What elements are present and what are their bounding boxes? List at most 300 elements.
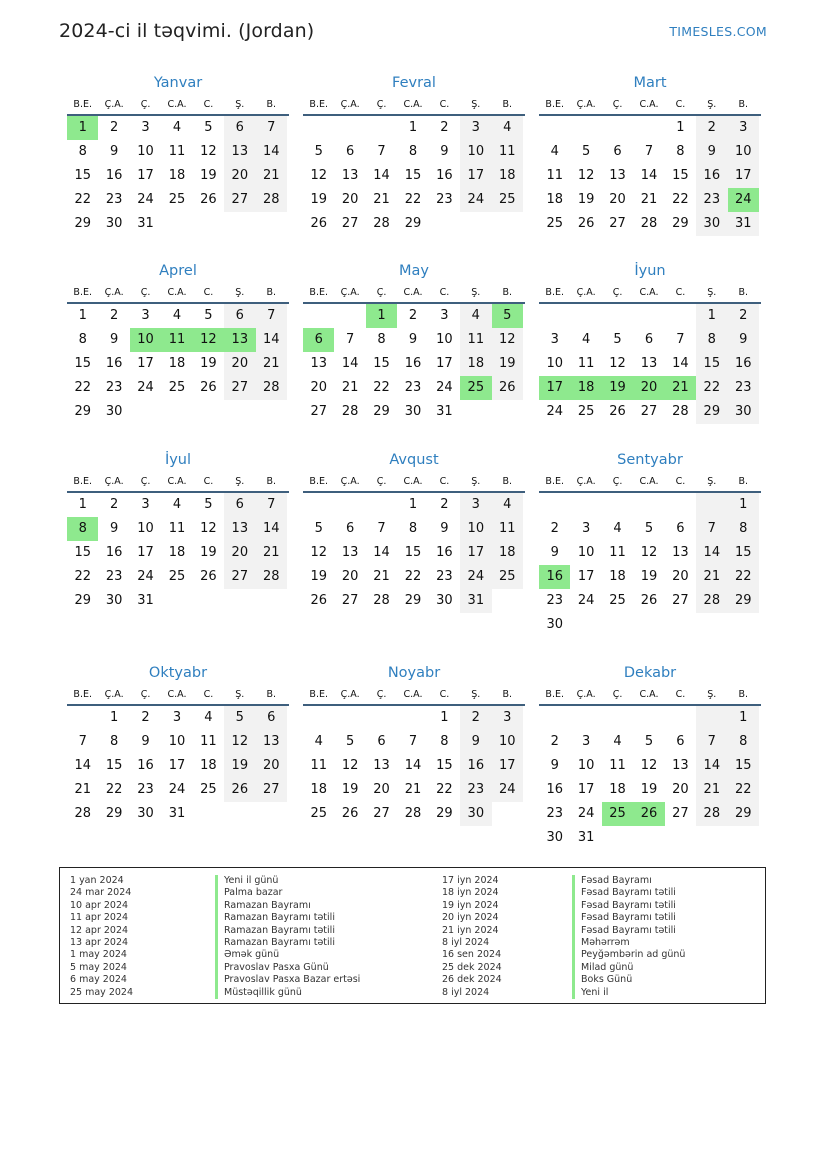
- day-cell: 21: [640, 192, 658, 207]
- day-cell: 25: [168, 192, 186, 207]
- empty-day-cell: [696, 493, 727, 517]
- weekday-label: B.: [266, 99, 277, 110]
- weekday-label: C.A.: [167, 689, 187, 700]
- day-cell: 20: [341, 569, 359, 584]
- weekday-label: Ç.A.: [340, 287, 360, 298]
- empty-day-cell: [303, 304, 334, 328]
- day-cell: 4: [613, 521, 622, 536]
- empty-day-cell: [570, 116, 601, 140]
- day-cell: 31: [460, 589, 491, 613]
- empty-day-cell: [366, 493, 397, 517]
- day-cell: 3: [550, 332, 559, 347]
- day-cell: 13: [609, 168, 626, 183]
- weekday-label: Ç.: [140, 99, 151, 110]
- day-cell: 2: [440, 497, 449, 512]
- day-cell: 29: [728, 589, 759, 613]
- weekday-label: B.E.: [309, 476, 328, 487]
- month-name: Fevral: [392, 75, 436, 91]
- day-cell: 14: [696, 754, 727, 778]
- day-cell: 3: [581, 734, 591, 749]
- weekday-label: Ç.: [612, 287, 623, 298]
- day-cell: 15: [373, 356, 390, 371]
- empty-day-cell: [602, 304, 633, 328]
- day-cell: 15: [728, 541, 759, 565]
- day-cell: 17: [137, 168, 154, 183]
- weekday-header: [539, 686, 761, 706]
- day-cell: 11: [609, 545, 626, 560]
- brand-link[interactable]: TIMESLES.COM: [669, 24, 767, 39]
- day-cell: 10: [546, 356, 563, 371]
- day-cell: 15: [105, 758, 123, 773]
- weekday-label: Ç.: [376, 689, 387, 700]
- empty-day-cell: [633, 493, 664, 517]
- day-grid: [539, 493, 761, 637]
- day-cell: 16: [436, 168, 453, 183]
- day-cell: 23: [404, 380, 422, 395]
- day-cell: 20: [224, 164, 255, 188]
- day-cell: 18: [168, 356, 186, 371]
- day-cell: 21: [696, 565, 727, 589]
- weekday-label: C.A.: [167, 99, 187, 110]
- day-cell: 24: [460, 565, 491, 589]
- day-cell: 4: [550, 144, 559, 159]
- day-cell: 11: [460, 328, 491, 352]
- day-cell: 20: [341, 192, 359, 207]
- empty-day-cell: [539, 706, 570, 730]
- weekday-label: B.: [502, 689, 513, 700]
- day-cell: 17: [460, 164, 491, 188]
- weekday-header: [67, 96, 289, 116]
- day-cell: 11: [546, 168, 563, 183]
- day-cell: 8: [78, 332, 87, 347]
- weekday-label: C.: [439, 476, 450, 487]
- day-cell: 26: [310, 593, 327, 608]
- day-cell: 25: [168, 380, 186, 395]
- day-cell: 15: [74, 356, 91, 371]
- holiday-name: Ramazan Bayramı tətili: [215, 937, 360, 949]
- month-name: Aprel: [159, 263, 197, 279]
- weekday-label: Ş.: [235, 287, 245, 298]
- day-cell: 24: [460, 188, 491, 212]
- day-cell: 24: [577, 806, 595, 821]
- empty-day-cell: [303, 493, 334, 517]
- day-cell: 14: [404, 758, 422, 773]
- day-cell: 1: [728, 706, 759, 730]
- holiday-date: 1 may 2024: [70, 949, 127, 961]
- day-cell: 27: [256, 778, 287, 802]
- day-cell: 17: [436, 356, 453, 371]
- day-cell: 13: [341, 168, 359, 183]
- legend-dates-left: [70, 875, 133, 999]
- holiday-name: Müstəqillik günü: [215, 987, 360, 999]
- empty-day-cell: [602, 706, 633, 730]
- day-cell: 6: [676, 734, 685, 749]
- day-cell: 11: [310, 758, 327, 773]
- empty-day-cell: [334, 116, 365, 140]
- empty-day-cell: [334, 304, 365, 328]
- day-cell: 3: [172, 710, 182, 725]
- day-cell: 12: [310, 168, 327, 183]
- day-cell: 9: [728, 328, 759, 352]
- holiday-name: Pravoslav Pasxa Günü: [215, 962, 360, 974]
- day-cell: 22: [436, 782, 453, 797]
- day-cell: 7: [345, 332, 355, 347]
- weekday-label: B.: [502, 476, 513, 487]
- weekday-label: C.A.: [403, 287, 423, 298]
- holiday-day-cell: 1: [67, 116, 98, 140]
- legend-dates-right: [442, 875, 502, 999]
- weekday-header: [303, 686, 525, 706]
- month-name: Sentyabr: [617, 452, 683, 468]
- day-cell: 5: [644, 521, 654, 536]
- day-cell: 7: [377, 144, 386, 159]
- holiday-day-cell: 18: [570, 376, 601, 400]
- day-cell: 10: [577, 545, 595, 560]
- holiday-name: Peyğəmbərin ad günü: [572, 949, 685, 961]
- day-cell: 30: [460, 802, 491, 826]
- day-cell: 10: [137, 144, 154, 159]
- day-cell: 9: [109, 521, 119, 536]
- day-cell: 29: [373, 404, 390, 419]
- day-cell: 11: [609, 758, 626, 773]
- day-cell: 22: [672, 192, 689, 207]
- day-cell: 15: [74, 168, 91, 183]
- day-cell: 14: [696, 541, 727, 565]
- weekday-label: Ç.A.: [104, 99, 124, 110]
- weekday-label: Ç.: [612, 689, 623, 700]
- day-cell: 22: [74, 192, 91, 207]
- weekday-label: Ç.A.: [104, 287, 124, 298]
- weekday-label: B.E.: [545, 287, 564, 298]
- day-cell: 23: [546, 806, 563, 821]
- day-cell: 3: [460, 116, 491, 140]
- day-cell: 19: [341, 782, 359, 797]
- day-cell: 20: [609, 192, 626, 207]
- day-cell: 17: [492, 754, 523, 778]
- day-cell: 29: [696, 400, 727, 424]
- day-cell: 4: [581, 332, 591, 347]
- empty-day-cell: [397, 706, 428, 730]
- day-cell: 1: [408, 120, 418, 135]
- holiday-date: 17 iyn 2024: [442, 875, 499, 886]
- weekday-label: C.A.: [639, 99, 659, 110]
- empty-day-cell: [633, 116, 664, 140]
- day-cell: 8: [109, 734, 119, 749]
- day-cell: 6: [345, 144, 355, 159]
- day-cell: 29: [74, 593, 91, 608]
- holiday-day-cell: 13: [224, 328, 255, 352]
- day-cell: 8: [676, 144, 685, 159]
- empty-day-cell: [570, 304, 601, 328]
- day-cell: 16: [460, 754, 491, 778]
- day-cell: 19: [310, 569, 327, 584]
- day-cell: 5: [204, 308, 213, 323]
- weekday-label: Ç.: [140, 287, 151, 298]
- weekday-label: C.: [203, 99, 214, 110]
- day-cell: 2: [408, 308, 418, 323]
- weekday-label: Ç.: [376, 99, 387, 110]
- day-cell: 4: [314, 734, 323, 749]
- holiday-name: Əmək günü: [215, 949, 360, 961]
- day-cell: 24: [492, 778, 523, 802]
- day-cell: 23: [105, 569, 123, 584]
- month-name: Dekabr: [623, 665, 677, 681]
- day-cell: 5: [314, 144, 323, 159]
- day-cell: 30: [696, 212, 727, 236]
- day-cell: 9: [550, 758, 559, 773]
- weekday-label: C.: [439, 689, 450, 700]
- weekday-label: B.E.: [545, 689, 564, 700]
- weekday-label: Ş.: [235, 476, 245, 487]
- day-cell: 4: [204, 710, 213, 725]
- day-cell: 11: [577, 356, 595, 371]
- day-cell: 28: [373, 216, 390, 231]
- day-cell: 6: [644, 332, 654, 347]
- day-cell: 9: [440, 521, 449, 536]
- empty-day-cell: [602, 493, 633, 517]
- day-cell: 27: [341, 593, 359, 608]
- day-cell: 16: [137, 758, 154, 773]
- month-calendar: [539, 449, 761, 637]
- day-cell: 12: [609, 356, 626, 371]
- day-cell: 14: [341, 356, 359, 371]
- weekday-header: [539, 96, 761, 116]
- day-cell: 24: [137, 192, 154, 207]
- holiday-date: 26 dek 2024: [442, 974, 502, 986]
- holiday-date: 25 may 2024: [70, 986, 134, 998]
- weekday-label: B.E.: [545, 99, 564, 110]
- day-cell: 2: [696, 116, 727, 140]
- day-cell: 19: [200, 545, 217, 560]
- holiday-name: Ramazan Bayramı tətili: [215, 912, 360, 924]
- day-cell: 9: [550, 545, 559, 560]
- day-cell: 18: [492, 164, 523, 188]
- weekday-label: C.: [203, 689, 214, 700]
- day-cell: 16: [696, 164, 727, 188]
- empty-day-cell: [570, 706, 601, 730]
- day-cell: 8: [408, 144, 418, 159]
- weekday-label: Ş.: [235, 99, 245, 110]
- day-cell: 14: [256, 328, 287, 352]
- day-cell: 11: [492, 140, 523, 164]
- holiday-date: 10 apr 2024: [70, 899, 129, 911]
- day-cell: 15: [404, 168, 422, 183]
- day-cell: 14: [373, 168, 390, 183]
- day-cell: 16: [105, 356, 123, 371]
- weekday-header: [303, 96, 525, 116]
- day-cell: 4: [172, 497, 182, 512]
- weekday-label: C.: [203, 287, 214, 298]
- weekday-label: B.: [266, 689, 277, 700]
- day-cell: 18: [609, 569, 626, 584]
- day-cell: 12: [640, 758, 658, 773]
- day-cell: 12: [310, 545, 327, 560]
- day-cell: 14: [672, 356, 689, 371]
- holiday-date: 12 apr 2024: [70, 924, 129, 936]
- day-cell: 17: [460, 541, 491, 565]
- day-cell: 15: [404, 545, 422, 560]
- day-cell: 10: [728, 140, 759, 164]
- day-cell: 6: [345, 521, 355, 536]
- day-cell: 28: [341, 404, 359, 419]
- day-cell: 13: [224, 140, 255, 164]
- day-cell: 12: [341, 758, 359, 773]
- day-cell: 21: [404, 782, 422, 797]
- day-cell: 28: [373, 593, 390, 608]
- empty-day-cell: [303, 706, 334, 730]
- day-cell: 26: [341, 806, 359, 821]
- month-name: İyun: [634, 263, 666, 279]
- day-cell: 19: [200, 356, 217, 371]
- weekday-label: B.E.: [309, 689, 328, 700]
- day-cell: 7: [408, 734, 418, 749]
- day-cell: 17: [728, 164, 759, 188]
- day-cell: 7: [696, 517, 727, 541]
- holiday-day-cell: 20: [633, 376, 664, 400]
- day-cell: 2: [109, 120, 119, 135]
- day-cell: 28: [672, 404, 689, 419]
- day-cell: 20: [256, 754, 287, 778]
- day-cell: 18: [460, 352, 491, 376]
- holiday-day-cell: 11: [161, 328, 192, 352]
- day-cell: 29: [672, 216, 689, 231]
- weekday-label: C.A.: [639, 476, 659, 487]
- weekday-label: B.E.: [73, 689, 92, 700]
- day-cell: 25: [200, 782, 217, 797]
- day-grid: [303, 493, 525, 613]
- holiday-day-cell: 5: [492, 304, 523, 328]
- day-cell: 2: [550, 521, 559, 536]
- weekday-header: [67, 686, 289, 706]
- day-cell: 7: [644, 144, 654, 159]
- day-grid: [67, 493, 289, 613]
- day-cell: 17: [577, 569, 595, 584]
- day-cell: 19: [310, 192, 327, 207]
- holiday-day-cell: 19: [602, 376, 633, 400]
- empty-day-cell: [665, 493, 696, 517]
- weekday-label: Ş.: [707, 689, 717, 700]
- day-cell: 15: [672, 168, 689, 183]
- day-cell: 4: [613, 734, 622, 749]
- day-cell: 28: [640, 216, 658, 231]
- day-cell: 3: [460, 493, 491, 517]
- weekday-label: Ç.A.: [576, 287, 596, 298]
- day-cell: 25: [492, 188, 523, 212]
- day-cell: 29: [436, 806, 453, 821]
- day-cell: 15: [74, 545, 91, 560]
- day-cell: 22: [404, 569, 422, 584]
- day-cell: 11: [200, 734, 217, 749]
- day-cell: 27: [609, 216, 626, 231]
- day-cell: 7: [256, 493, 287, 517]
- empty-day-cell: [67, 706, 98, 730]
- day-cell: 6: [676, 521, 685, 536]
- day-cell: 19: [640, 569, 658, 584]
- weekday-label: Ş.: [471, 476, 481, 487]
- day-cell: 2: [109, 308, 119, 323]
- day-cell: 13: [640, 356, 658, 371]
- day-cell: 27: [672, 593, 689, 608]
- weekday-header: [67, 473, 289, 493]
- weekday-label: Ç.A.: [104, 689, 124, 700]
- holiday-name: Fəsad Bayramı tətili: [572, 887, 685, 899]
- day-cell: 31: [137, 593, 154, 608]
- day-cell: 27: [224, 376, 255, 400]
- day-cell: 23: [696, 188, 727, 212]
- day-cell: 27: [373, 806, 390, 821]
- day-cell: 6: [377, 734, 386, 749]
- day-cell: 30: [436, 593, 453, 608]
- day-cell: 8: [377, 332, 386, 347]
- day-cell: 17: [168, 758, 186, 773]
- day-cell: 12: [200, 144, 217, 159]
- day-cell: 18: [168, 545, 186, 560]
- day-cell: 1: [408, 497, 418, 512]
- empty-day-cell: [539, 493, 570, 517]
- day-cell: 17: [137, 356, 154, 371]
- day-cell: 16: [105, 168, 123, 183]
- day-cell: 19: [224, 754, 255, 778]
- day-cell: 5: [314, 521, 323, 536]
- month-calendar: [539, 72, 761, 236]
- weekday-label: Ç.: [376, 287, 387, 298]
- day-cell: 20: [672, 569, 689, 584]
- day-cell: 10: [577, 758, 595, 773]
- day-cell: 13: [672, 545, 689, 560]
- day-cell: 1: [78, 308, 87, 323]
- weekday-label: B.E.: [545, 476, 564, 487]
- day-cell: 26: [492, 376, 523, 400]
- day-cell: 15: [728, 754, 759, 778]
- day-cell: 5: [345, 734, 355, 749]
- day-cell: 17: [137, 545, 154, 560]
- weekday-label: C.: [675, 287, 686, 298]
- day-cell: 27: [640, 404, 658, 419]
- weekday-label: Ç.A.: [576, 689, 596, 700]
- day-cell: 21: [256, 164, 287, 188]
- day-cell: 29: [728, 802, 759, 826]
- day-cell: 3: [141, 497, 150, 512]
- day-cell: 29: [105, 806, 123, 821]
- weekday-label: C.A.: [403, 99, 423, 110]
- weekday-label: B.E.: [309, 99, 328, 110]
- weekday-label: B.: [502, 287, 513, 298]
- holiday-date: 1 yan 2024: [70, 875, 124, 886]
- day-cell: 31: [168, 806, 186, 821]
- empty-day-cell: [696, 706, 727, 730]
- day-cell: 3: [141, 308, 150, 323]
- empty-day-cell: [633, 706, 664, 730]
- day-cell: 9: [460, 730, 491, 754]
- day-cell: 29: [404, 216, 422, 231]
- holiday-day-cell: 10: [130, 328, 161, 352]
- day-cell: 16: [105, 545, 123, 560]
- day-cell: 23: [460, 778, 491, 802]
- weekday-label: Ş.: [707, 287, 717, 298]
- day-cell: 9: [696, 140, 727, 164]
- empty-day-cell: [334, 706, 365, 730]
- day-cell: 5: [204, 120, 213, 135]
- day-cell: 9: [141, 734, 150, 749]
- holiday-day-cell: 6: [303, 328, 334, 352]
- holiday-name: Ramazan Bayramı tətili: [215, 925, 360, 937]
- day-cell: 4: [172, 120, 182, 135]
- holiday-day-cell: 25: [602, 802, 633, 826]
- day-cell: 8: [440, 734, 449, 749]
- day-cell: 3: [440, 308, 449, 323]
- day-cell: 26: [224, 778, 255, 802]
- day-cell: 14: [373, 545, 390, 560]
